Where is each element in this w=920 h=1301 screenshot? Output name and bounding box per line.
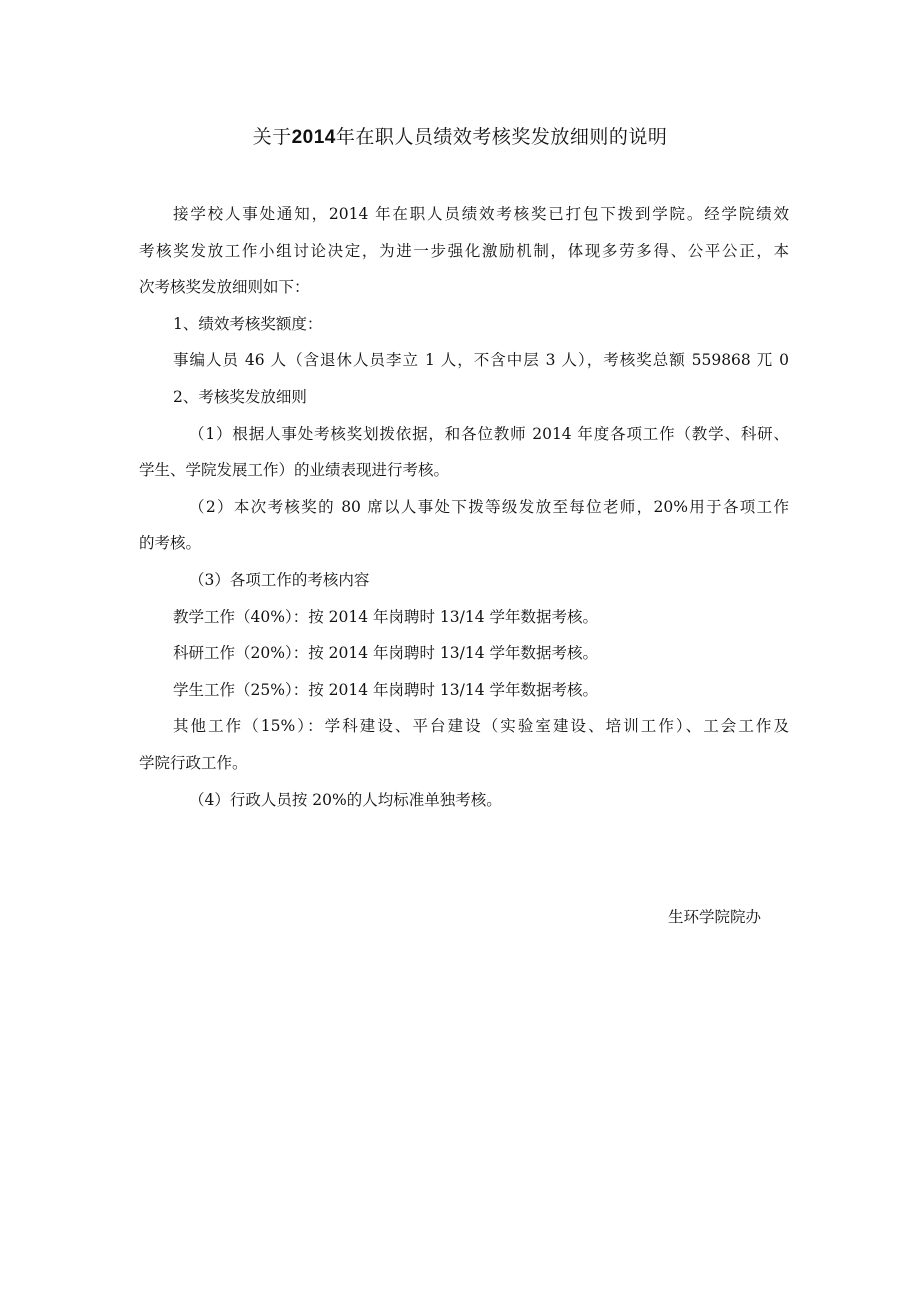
- section-1-heading: 1、绩效考核奖额度：: [173, 314, 323, 333]
- research-work: 科研工作（20%）：按 2014 年岗聘时 13/14 学年数据考核。: [173, 644, 599, 663]
- title-suffix: 年在职人员绩效考核奖发放细则的说明: [335, 126, 668, 148]
- teaching-work: 教学工作（40%）：按 2014 年岗聘时 13/14 学年数据考核。: [173, 607, 599, 626]
- student-work: 学生工作（25%）：按 2014 年岗聘时 13/14 学年数据考核。: [173, 680, 599, 699]
- intro-line-2: 考核奖发放工作小组讨论决定，为进一步强化激励机制，体现多劳多得、公平公正，本: [139, 241, 789, 260]
- item-4: （4）行政人员按 20%的人均标准单独考核。: [189, 790, 502, 809]
- other-work-line-1: 其他工作（15%）：学科建设、平台建设（实验室建设、培训工作）、工会工作及: [173, 717, 789, 736]
- other-work-line-2: 学院行政工作。: [139, 753, 248, 772]
- item-1-line-1: （1）根据人事处考核奖划拨依据，和各位教师 2014 年度各项工作（教学、科研、: [189, 424, 789, 443]
- title-prefix: 关于: [252, 126, 292, 148]
- intro-line-1: 接学校人事处通知，2014 年在职人员绩效考核奖已打包下拨到学院。经学院绩效: [173, 205, 789, 223]
- item-3-heading: （3）各项工作的考核内容: [189, 570, 370, 589]
- intro-line-3: 次考核奖发放细则如下：: [139, 278, 310, 297]
- document-title: [0, 122, 920, 149]
- item-2-line-2: 的考核。: [139, 534, 202, 553]
- section-2-heading: 2、考核奖发放细则: [173, 387, 307, 406]
- signature: 生环学院院办: [668, 908, 762, 926]
- item-2-line-1: （2）本次考核奖的 80 席以人事处下拨等级发放至每位老师，20%用于各项工作: [189, 497, 789, 516]
- document-body: [139, 196, 789, 818]
- title-year: 2014: [291, 127, 336, 148]
- section-1-content: 事编人员 46 人（含退休人员李立 1 人，不含中层 3 人），考核奖总额 559868 兀 0: [173, 351, 789, 370]
- item-1-line-2: 学生、学院发展工作）的业绩表现进行考核。: [139, 461, 450, 480]
